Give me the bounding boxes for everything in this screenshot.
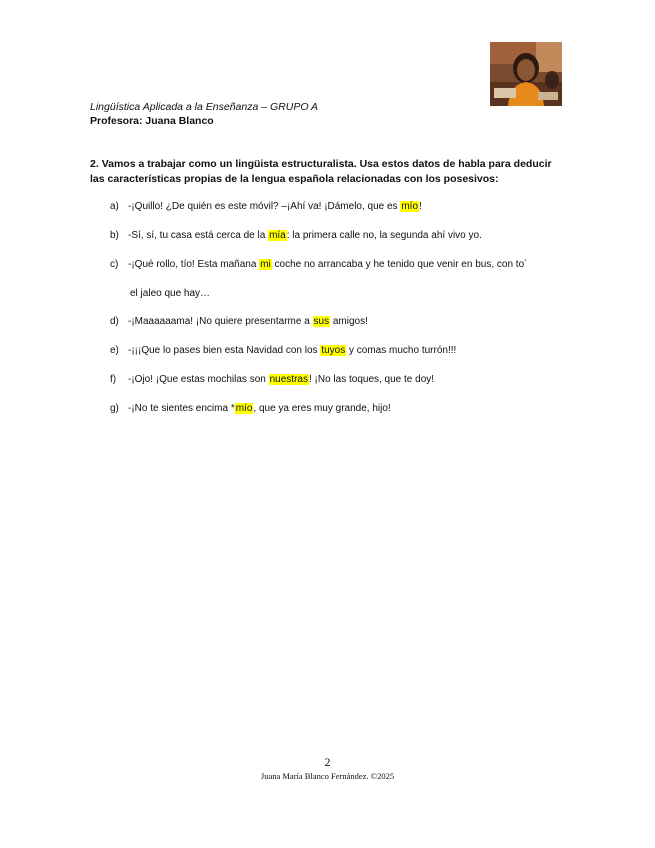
item-text-before: -¡Quillo! ¿De quién es este móvil? –¡Ahí va! ¡Dámelo, que es (128, 201, 401, 212)
item-letter: b) (110, 230, 119, 241)
item-letter: a) (110, 201, 119, 212)
item-text-after: y comas mucho turrón!!! (346, 345, 457, 356)
item-text-before: -¡Qué rollo, tío! Esta mañana (128, 259, 260, 270)
item-text-before: -¡¡¡Que lo pases bien esta Navidad con los (128, 345, 321, 356)
item-letter: c) (110, 259, 119, 270)
copyright-notice: Juana María Blanco Fernández. ©2025 (260, 771, 395, 781)
page-number: 2 (324, 755, 331, 769)
item-text-after: coche no arrancaba y he tenido que venir en bus, con to´ (271, 259, 528, 270)
item-text (128, 259, 527, 270)
possessive-highlight: nuestras (269, 374, 308, 385)
item-text-before: -¡Ojo! ¡Que estas mochilas son (128, 374, 269, 385)
item-text (128, 403, 391, 414)
item-continuation: el jaleo que hay… (130, 288, 211, 299)
item-text (128, 345, 456, 356)
item-letter: f) (110, 374, 117, 385)
item-text-after: : la primera calle no, la segunda ahí vivo yo. (286, 230, 482, 241)
question-text: Vamos a trabajar como un lingüista estructuralista. Usa estos datos de habla para deducir las características propias de la lengua española relacionadas con los posesivos: (90, 158, 552, 185)
item-text-after: , que ya eres muy grande, hijo! (253, 403, 391, 414)
possessive-highlight: tuyos (321, 345, 346, 356)
question-statement (90, 157, 568, 186)
item-letter: e) (110, 345, 119, 356)
item-text (128, 374, 434, 385)
item-text-after: amigos! (330, 316, 368, 327)
item-letter: g) (110, 403, 119, 414)
possessive-highlight: mi (260, 259, 271, 270)
possessive-highlight: mío (235, 403, 253, 414)
header-photo (490, 42, 562, 106)
item-text-before: -¡No te sientes encima * (128, 403, 235, 414)
document-header (90, 100, 318, 128)
possessive-highlight: mío (401, 201, 419, 212)
item-text (128, 316, 368, 327)
item-text-before: -Sí, sí, tu casa está cerca de la (128, 230, 269, 241)
item-letter: d) (110, 316, 119, 327)
item-text-before: -¡Maaaaaama! ¡No quiere presentarme a (128, 316, 313, 327)
item-text-after: ! ¡No las toques, que te doy! (308, 374, 435, 385)
item-text (128, 230, 482, 241)
course-title: Lingüística Aplicada a la Enseñanza – GRUPO A (90, 101, 319, 113)
possessive-highlight: sus (313, 316, 330, 327)
possessive-highlight: mía (269, 230, 286, 241)
item-text-after: ! (419, 201, 422, 212)
item-text (128, 201, 422, 212)
teacher-name: Profesora: Juana Blanco (90, 115, 214, 127)
question-number: 2. (90, 158, 99, 170)
